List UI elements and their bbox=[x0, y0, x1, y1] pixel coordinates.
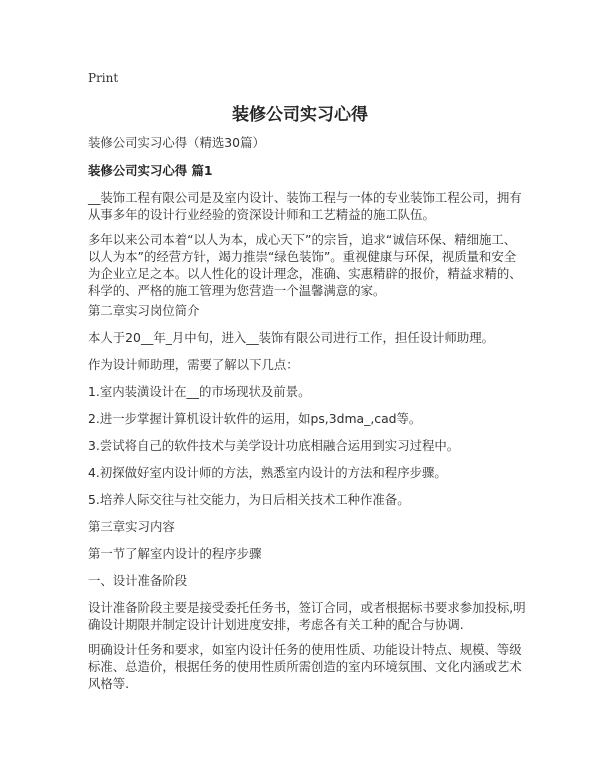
paragraph-4: 作为设计师助理，需要了解以下几点： bbox=[88, 357, 299, 372]
section-1-heading: 第一节了解室内设计的程序步骤 bbox=[88, 546, 262, 561]
chapter-3-heading: 第三章实习内容 bbox=[88, 519, 175, 534]
subtitle: 装修公司实习心得（精选30篇） bbox=[88, 135, 265, 150]
subsection-heading: 一、设计准备阶段 bbox=[88, 573, 188, 588]
list-item-2: 2.进一步掌握计算机设计软件的运用，如ps,3dma_,cad等。 bbox=[88, 411, 422, 426]
paragraph-1: __装饰工程有限公司是及室内设计、装饰工程与一体的专业装饰工程公司，拥有从事多年的设计行业经验的资深设计师和工艺精益的施工队伍。 bbox=[88, 190, 522, 222]
list-item-1: 1.室内装潢设计在__的市场现状及前景。 bbox=[88, 384, 311, 399]
paragraph-3: 本人于20__年_月中旬，进入__装饰有限公司进行工作，担任设计师助理。 bbox=[88, 330, 495, 345]
print-link[interactable]: Print bbox=[88, 71, 119, 85]
chapter-2-heading: 第二章实习岗位简介 bbox=[88, 303, 200, 318]
page-title: 装修公司实习心得 bbox=[232, 105, 368, 125]
list-item-4: 4.初探做好室内设计师的方法，熟悉室内设计的方法和程序步骤。 bbox=[88, 465, 447, 480]
list-item-3: 3.尝试将自己的软件技术与美学设计功底相融合运用到实习过程中。 bbox=[88, 438, 460, 453]
paragraph-2: 多年以来公司本着“以人为本，成心天下”的宗旨，追求“诚信环保、精细施工、以人为本”的经营方针，竭力推崇“绿色装饰”。重视健康与环保，视质量和安全为企业立足之本。以人性化的设计理念，准确、实惠精辟的报价，精益求精的、科学的、严格的施工管理为您营造一个温馨满意的家。 bbox=[88, 232, 522, 298]
paragraph-5: 设计准备阶段主要是接受委托任务书，签订合同，或者根据标书要求参加投标,明确设计期限并制定设计计划进度安排，考虑各有关工种的配合与协调. bbox=[88, 600, 526, 632]
list-item-5: 5.培养人际交往与社交能力，为日后相关技术工种作准备。 bbox=[88, 492, 410, 507]
paragraph-6: 明确设计任务和要求，如室内设计任务的使用性质、功能设计特点、规模、等级标准、总造价，根据任务的使用性质所需创造的室内环境氛围、文化内涵或艺术风格等. bbox=[88, 642, 522, 691]
section-title: 装修公司实习心得 篇1 bbox=[88, 163, 213, 178]
